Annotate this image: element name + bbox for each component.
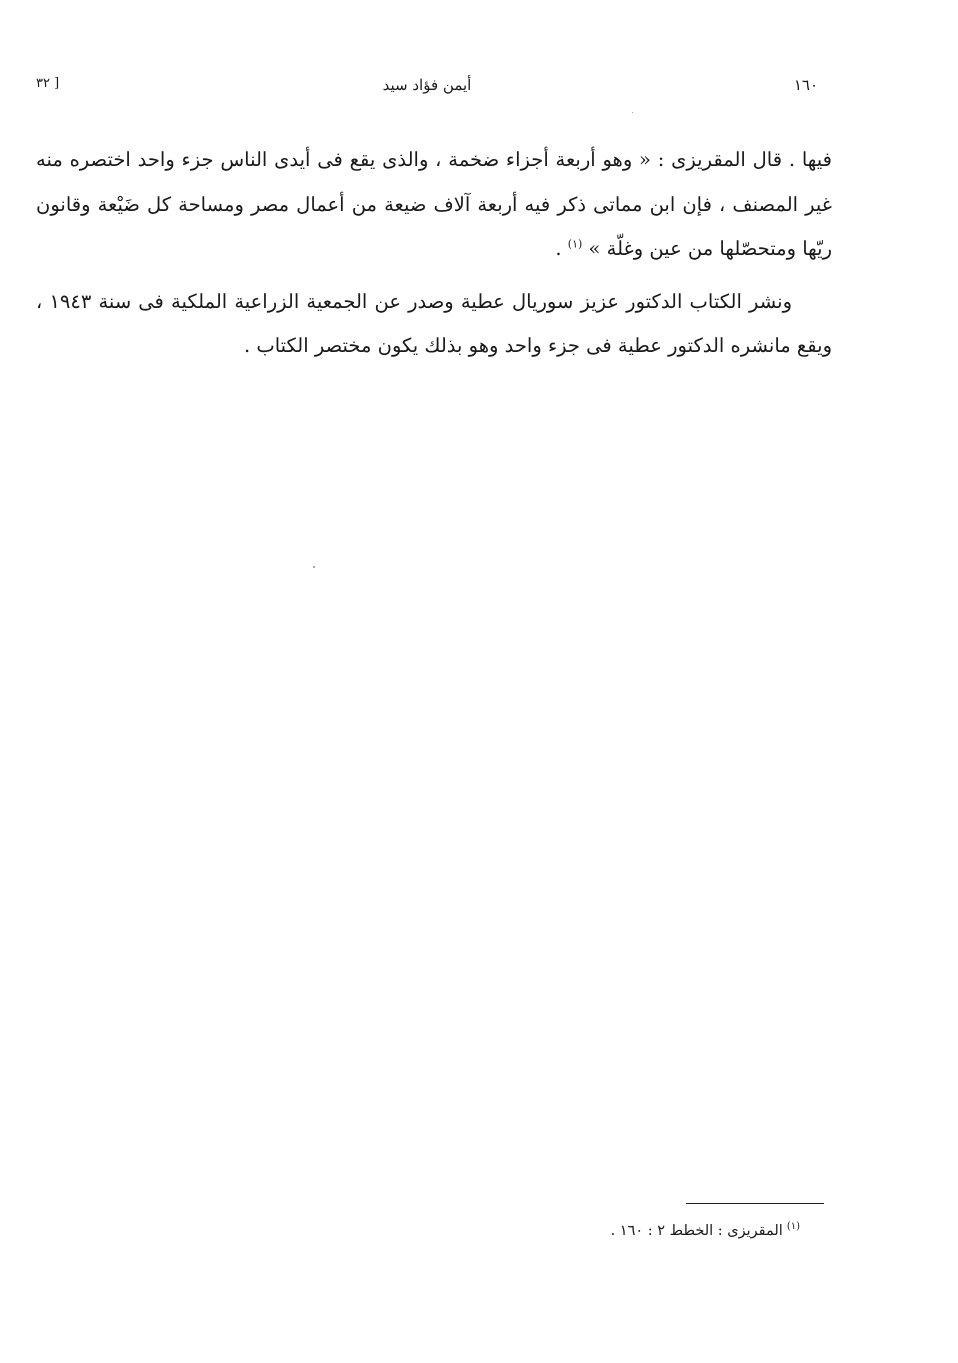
scan-speck [632,112,633,113]
paragraph-end: . [555,237,568,260]
running-header [36,76,818,102]
paragraph-text: فيها . قال المقريزى : « وهو أربعة أجزاء ضخمة ، والذى يقع فى أيدى الناس جزء واحد اختصره منه غير المصنف ، فإن ابن مماتى ذكر فيه أربعة آلاف ضيعة من أعمال مصر ومساحة كل ضَيْعة وقانون ريّها ومتحصّلها من عين وغلّة » [36,148,832,260]
footnote-reference[interactable]: (١) [567,237,583,251]
scan-speck [313,566,315,568]
paragraph: ونشر الكتاب الدكتور عزيز سوريال عطية وصدر عن الجمعية الزراعية الملكية فى سنة ١٩٤٣ ، ويقع مانشره الدكتور عطية فى جزء واحد وهو بذلك يكون مختصر الكتاب . [36,289,832,357]
signature-mark: [ ٣٢ [36,76,60,91]
footnote-divider [686,1203,824,1204]
footnote-marker: (١) [786,1221,800,1233]
paragraph [36,138,832,272]
running-title: أيمن فؤاد سيد [382,76,472,94]
footnote [420,1220,800,1242]
footnote-text: المقريزى : الخطط ٢ : ١٦٠ . [610,1223,783,1239]
page-number: ١٦٠ [793,76,818,94]
body-text [36,138,832,369]
